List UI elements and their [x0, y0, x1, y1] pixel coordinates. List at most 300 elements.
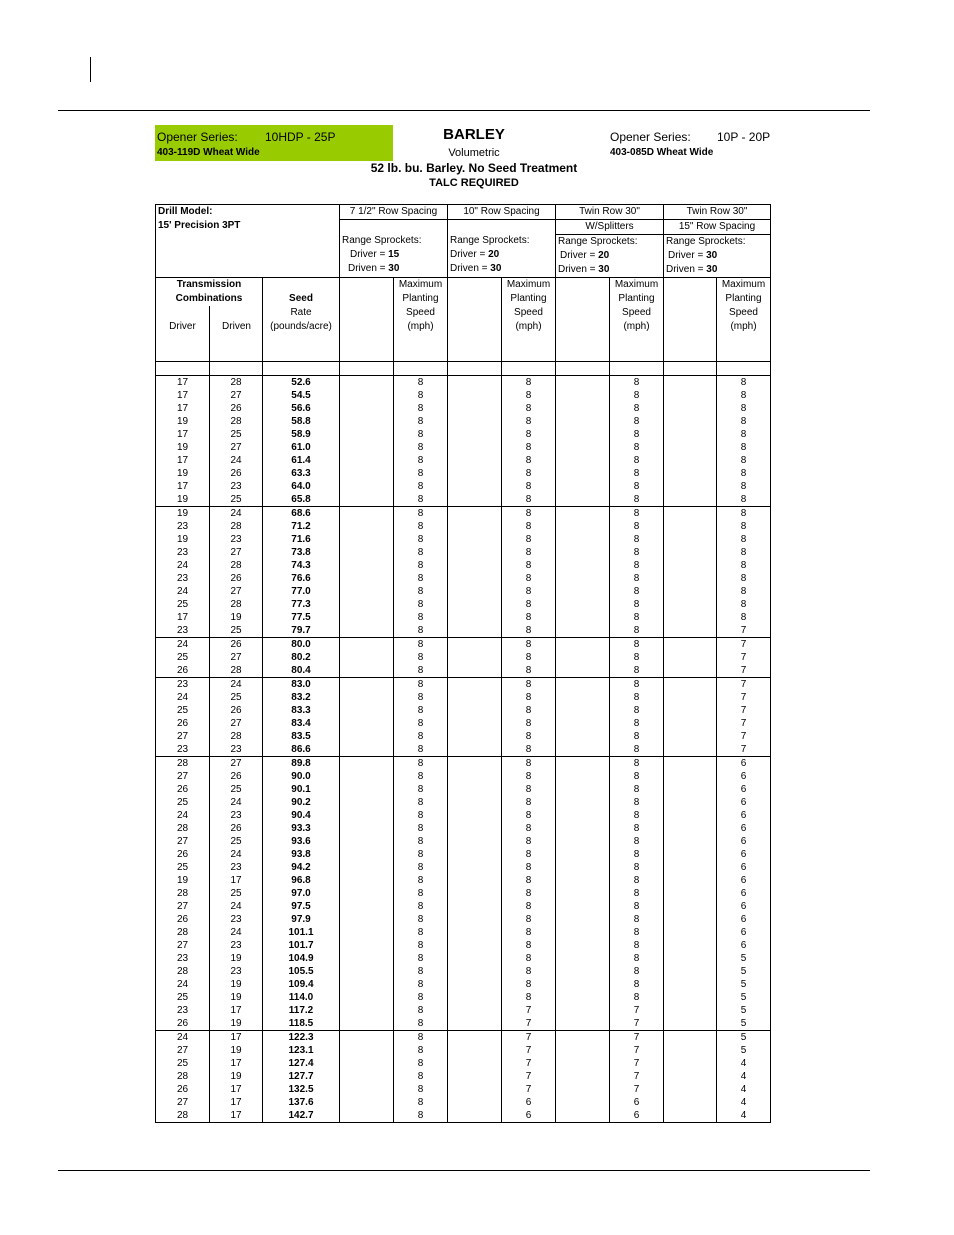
driven-cell: 26 — [210, 704, 263, 717]
blank-cell — [340, 743, 394, 757]
blank-cell — [340, 493, 394, 507]
blank-cell — [556, 965, 610, 978]
driver-cell: 26 — [156, 1017, 210, 1031]
speed-cell: 7 — [717, 624, 771, 638]
speed-cell: 4 — [717, 1070, 771, 1083]
speed-cell: 8 — [610, 389, 664, 402]
spacing-0-driver-val: 15 — [388, 249, 400, 260]
speed-cell: 8 — [610, 887, 664, 900]
blank-cell — [340, 887, 394, 900]
blank-cell — [664, 507, 717, 521]
blank-cell — [556, 913, 610, 926]
speed-cell: 7 — [502, 1044, 556, 1057]
speed-cell: 7 — [502, 1031, 556, 1045]
spacing-3-line2: 15" Row Spacing — [664, 219, 770, 234]
header-row-spacing — [156, 205, 771, 278]
speed-cell: 8 — [610, 704, 664, 717]
speed-cell: 8 — [394, 480, 448, 493]
blank-cell — [556, 978, 610, 991]
speed-cell: 8 — [717, 415, 771, 428]
speed-header-2 — [610, 278, 664, 362]
blank-cell — [448, 952, 502, 965]
table-row — [156, 1004, 771, 1017]
blank-cell — [556, 757, 610, 771]
blank-cell — [448, 678, 502, 692]
seed-rate-cell: 80.0 — [263, 638, 340, 652]
seed-rate-cell: 93.8 — [263, 848, 340, 861]
blank-cell — [556, 809, 610, 822]
table-row — [156, 585, 771, 598]
blank-cell — [664, 1031, 717, 1045]
table-row — [156, 598, 771, 611]
speed-cell: 8 — [610, 598, 664, 611]
blank-cell — [664, 1109, 717, 1123]
seed-rate-cell: 71.6 — [263, 533, 340, 546]
spacing-2-line2: W/Splitters — [556, 219, 663, 234]
blank-cell — [340, 678, 394, 692]
driven-cell: 27 — [210, 585, 263, 598]
speed-cell: 8 — [502, 651, 556, 664]
table-row — [156, 664, 771, 678]
speed-cell: 7 — [610, 1017, 664, 1031]
transmission-header — [156, 278, 263, 362]
seed-rate-cell: 97.5 — [263, 900, 340, 913]
speed-cell: 8 — [610, 952, 664, 965]
speed-cell: 8 — [502, 926, 556, 939]
blank-cell — [448, 743, 502, 757]
blank-cell — [664, 1096, 717, 1109]
driven-cell: 27 — [210, 651, 263, 664]
table-row — [156, 572, 771, 585]
speed-cell: 8 — [610, 743, 664, 757]
seed-rate-cell: 94.2 — [263, 861, 340, 874]
table-row — [156, 428, 771, 441]
driven-cell: 28 — [210, 664, 263, 678]
driven-cell: 24 — [210, 848, 263, 861]
blank-cell — [556, 926, 610, 939]
blank-cell — [340, 691, 394, 704]
speed-cell: 8 — [610, 546, 664, 559]
speed-cell: 8 — [394, 704, 448, 717]
speed-cell: 8 — [717, 533, 771, 546]
seed-rate-label-1: Seed — [289, 293, 313, 304]
blank-cell — [448, 835, 502, 848]
spacing-1-line2 — [448, 220, 555, 234]
table-row — [156, 520, 771, 533]
blank-cell — [340, 796, 394, 809]
speed-cell: 6 — [717, 757, 771, 771]
driven-cell: 23 — [210, 913, 263, 926]
blank-cell — [340, 717, 394, 730]
speed-cell: 6 — [502, 1096, 556, 1109]
blank-cell — [448, 467, 502, 480]
blank-cell — [556, 1109, 610, 1123]
speed-cell: 8 — [610, 624, 664, 638]
driver-cell: 23 — [156, 572, 210, 585]
table-row — [156, 1083, 771, 1096]
speed-cell: 7 — [502, 1004, 556, 1017]
blank-cell — [340, 848, 394, 861]
seed-rate-cell: 52.6 — [263, 376, 340, 390]
speed-cell: 7 — [717, 743, 771, 757]
table-row — [156, 835, 771, 848]
table-row — [156, 1070, 771, 1083]
blank-cell — [556, 730, 610, 743]
speed-cell: 8 — [717, 572, 771, 585]
speed-cell: 7 — [610, 1031, 664, 1045]
blank-cell — [556, 1031, 610, 1045]
seed-rate-cell: 83.2 — [263, 691, 340, 704]
speed-cell: 8 — [394, 1057, 448, 1070]
blank-cell — [664, 796, 717, 809]
blank-cell — [448, 480, 502, 493]
blank-cell — [556, 783, 610, 796]
spacing-3-range: Range Sprockets: — [664, 234, 770, 249]
seed-rate-cell: 142.7 — [263, 1109, 340, 1123]
blank-cell — [664, 770, 717, 783]
blank-cell — [448, 991, 502, 1004]
speed-cell: 8 — [502, 874, 556, 887]
blank-cell — [664, 952, 717, 965]
seed-rate-cell: 90.4 — [263, 809, 340, 822]
speed-cell: 5 — [717, 1004, 771, 1017]
speed-cell: 8 — [610, 376, 664, 390]
speed-cell: 8 — [394, 770, 448, 783]
blank-cell — [448, 730, 502, 743]
blank-header-0 — [340, 278, 394, 362]
speed-cell: 8 — [717, 441, 771, 454]
speed-3-l2: Planting — [725, 293, 762, 304]
blank-cell — [448, 965, 502, 978]
speed-cell: 8 — [394, 1096, 448, 1109]
speed-cell: 6 — [717, 900, 771, 913]
blank-cell — [556, 874, 610, 887]
table-row — [156, 376, 771, 390]
speed-cell: 6 — [717, 913, 771, 926]
driven-cell: 19 — [210, 1044, 263, 1057]
speed-cell: 8 — [717, 546, 771, 559]
speed-cell: 8 — [502, 887, 556, 900]
speed-1-l3: Speed — [514, 307, 543, 318]
blank-cell — [664, 717, 717, 730]
blank-cell — [448, 546, 502, 559]
speed-cell: 8 — [394, 454, 448, 467]
seed-rate-cell: 101.7 — [263, 939, 340, 952]
seed-rate-cell: 83.3 — [263, 704, 340, 717]
blank-cell — [448, 978, 502, 991]
speed-cell: 8 — [502, 861, 556, 874]
speed-cell: 8 — [717, 389, 771, 402]
driven-cell: 28 — [210, 598, 263, 611]
speed-cell: 8 — [610, 611, 664, 624]
driven-cell: 26 — [210, 638, 263, 652]
table-row — [156, 415, 771, 428]
seed-rate-cell: 56.6 — [263, 402, 340, 415]
driver-cell: 23 — [156, 743, 210, 757]
blank-cell — [556, 1017, 610, 1031]
speed-cell: 8 — [717, 454, 771, 467]
blank-cell — [664, 848, 717, 861]
table-body — [156, 376, 771, 1123]
speed-cell: 8 — [394, 664, 448, 678]
speed-cell: 8 — [610, 651, 664, 664]
speed-cell: 8 — [502, 664, 556, 678]
driven-cell: 19 — [210, 1070, 263, 1083]
speed-cell: 8 — [610, 559, 664, 572]
blank-cell — [448, 572, 502, 585]
speed-cell: 8 — [394, 624, 448, 638]
blank-header-3 — [664, 278, 717, 362]
driver-cell: 19 — [156, 533, 210, 546]
driver-cell: 17 — [156, 428, 210, 441]
speed-cell: 8 — [394, 389, 448, 402]
table-row — [156, 1096, 771, 1109]
spacing-1-driver-val: 20 — [488, 249, 500, 260]
speed-cell: 8 — [502, 546, 556, 559]
blank-cell — [556, 480, 610, 493]
driven-cell: 24 — [210, 900, 263, 913]
table-row — [156, 991, 771, 1004]
seed-rate-cell: 122.3 — [263, 1031, 340, 1045]
speed-cell: 8 — [610, 939, 664, 952]
spacing-2-driver: Driver = 20 — [560, 250, 610, 261]
driver-cell: 28 — [156, 822, 210, 835]
driven-cell: 19 — [210, 952, 263, 965]
speed-2-l3: Speed — [622, 307, 651, 318]
speed-cell: 5 — [717, 1031, 771, 1045]
blank-cell — [664, 991, 717, 1004]
speed-cell: 8 — [394, 533, 448, 546]
driver-cell: 28 — [156, 965, 210, 978]
driver-cell: 25 — [156, 704, 210, 717]
speed-cell: 8 — [610, 585, 664, 598]
blank-cell — [340, 1017, 394, 1031]
speed-cell: 8 — [502, 441, 556, 454]
driven-cell: 28 — [210, 415, 263, 428]
speed-cell: 6 — [717, 835, 771, 848]
blank-cell — [556, 900, 610, 913]
blank-header-1 — [448, 278, 502, 362]
blank-cell — [556, 848, 610, 861]
blank-cell — [664, 913, 717, 926]
speed-cell: 8 — [394, 848, 448, 861]
blank-cell — [340, 939, 394, 952]
speed-cell: 6 — [717, 874, 771, 887]
driven-cell: 25 — [210, 783, 263, 796]
blank-cell — [340, 1096, 394, 1109]
speed-cell: 8 — [502, 770, 556, 783]
blank-cell — [340, 1044, 394, 1057]
blank-cell — [556, 624, 610, 638]
speed-cell: 8 — [502, 638, 556, 652]
speed-cell: 8 — [502, 467, 556, 480]
speed-2-l2: Planting — [618, 293, 655, 304]
driver-cell: 25 — [156, 796, 210, 809]
seed-rate-cell: 101.1 — [263, 926, 340, 939]
speed-cell: 8 — [610, 507, 664, 521]
speed-cell: 8 — [502, 520, 556, 533]
speed-cell: 8 — [394, 991, 448, 1004]
speed-cell: 8 — [610, 978, 664, 991]
blank-cell — [448, 598, 502, 611]
speed-cell: 8 — [610, 454, 664, 467]
speed-cell: 8 — [394, 913, 448, 926]
driver-cell: 23 — [156, 624, 210, 638]
driven-cell: 24 — [210, 454, 263, 467]
speed-cell: 8 — [610, 638, 664, 652]
driver-cell: 25 — [156, 991, 210, 1004]
talc-required: TALC REQUIRED — [429, 177, 519, 189]
blank-cell — [448, 809, 502, 822]
speed-cell: 5 — [717, 991, 771, 1004]
seed-rate-label-2: Rate — [290, 307, 312, 318]
spacing-0-line2 — [340, 220, 447, 234]
top-rule — [58, 110, 870, 111]
blank-cell — [556, 835, 610, 848]
driver-cell: 27 — [156, 900, 210, 913]
seed-rate-cell: 90.0 — [263, 770, 340, 783]
seed-rate-cell: 83.4 — [263, 717, 340, 730]
speed-cell: 8 — [610, 467, 664, 480]
driver-cell: 23 — [156, 1004, 210, 1017]
speed-cell: 8 — [394, 1044, 448, 1057]
spacing-3-driven-val: 30 — [706, 264, 718, 275]
blank-cell — [556, 585, 610, 598]
speed-cell: 8 — [394, 835, 448, 848]
speed-cell: 8 — [394, 743, 448, 757]
blank-cell — [664, 861, 717, 874]
blank-cell — [664, 611, 717, 624]
speed-cell: 8 — [394, 730, 448, 743]
blank-cell — [556, 520, 610, 533]
blank-cell — [556, 441, 610, 454]
spacing-0-driven-val: 30 — [388, 263, 400, 274]
blank-cell — [340, 507, 394, 521]
seed-line: 52 lb. bu. Barley. No Seed Treatment — [370, 161, 578, 175]
driven-cell: 23 — [210, 939, 263, 952]
table-row — [156, 770, 771, 783]
speed-cell: 8 — [502, 978, 556, 991]
table-row — [156, 874, 771, 887]
blank-cell — [340, 624, 394, 638]
blank-cell — [664, 965, 717, 978]
blank-cell — [340, 559, 394, 572]
driven-cell: 26 — [210, 402, 263, 415]
blank-cell — [556, 717, 610, 730]
blank-cell — [556, 454, 610, 467]
spacing-col-3 — [664, 205, 771, 278]
blank-cell — [448, 1031, 502, 1045]
driver-cell: 27 — [156, 730, 210, 743]
driver-cell: 19 — [156, 415, 210, 428]
driven-cell: 25 — [210, 835, 263, 848]
blank-cell — [340, 664, 394, 678]
blank-cell — [448, 822, 502, 835]
speed-cell: 8 — [502, 598, 556, 611]
blank-cell — [664, 546, 717, 559]
speed-cell: 8 — [394, 939, 448, 952]
driven-cell: 24 — [210, 678, 263, 692]
driver-cell: 25 — [156, 651, 210, 664]
blank-cell — [340, 913, 394, 926]
blank-cell — [556, 389, 610, 402]
seed-rate-header — [263, 278, 340, 362]
speed-cell: 8 — [610, 678, 664, 692]
spacing-3-line1: Twin Row 30" — [686, 206, 748, 217]
blank-cell — [664, 978, 717, 991]
speed-cell: 8 — [502, 402, 556, 415]
speed-cell: 8 — [394, 1109, 448, 1123]
speed-cell: 8 — [610, 717, 664, 730]
blank-cell — [664, 900, 717, 913]
blank-cell — [340, 730, 394, 743]
driven-cell: 28 — [210, 730, 263, 743]
driven-cell: 27 — [210, 389, 263, 402]
blank-cell — [664, 926, 717, 939]
speed-cell: 8 — [502, 913, 556, 926]
speed-cell: 8 — [717, 402, 771, 415]
speed-cell: 8 — [502, 952, 556, 965]
table-row — [156, 1057, 771, 1070]
blank-cell — [664, 638, 717, 652]
blank-cell — [448, 559, 502, 572]
blank-cell — [556, 376, 610, 390]
blank-cell — [556, 770, 610, 783]
speed-cell: 8 — [394, 638, 448, 652]
blank-cell — [448, 402, 502, 415]
speed-cell: 8 — [394, 952, 448, 965]
blank-cell — [664, 1083, 717, 1096]
speed-cell: 8 — [717, 493, 771, 507]
speed-cell: 8 — [502, 796, 556, 809]
speed-cell: 7 — [717, 730, 771, 743]
speed-cell: 8 — [394, 520, 448, 533]
speed-cell: 6 — [717, 887, 771, 900]
speed-cell: 6 — [610, 1109, 664, 1123]
blank-cell — [340, 809, 394, 822]
seed-rate-cell: 77.5 — [263, 611, 340, 624]
blank-cell — [448, 900, 502, 913]
table-row — [156, 900, 771, 913]
spacing-2-driven-val: 30 — [598, 264, 610, 275]
speed-cell: 8 — [610, 991, 664, 1004]
driver-cell: 27 — [156, 770, 210, 783]
blank-cell — [664, 572, 717, 585]
blank-cell — [664, 1004, 717, 1017]
blank-cell — [340, 1070, 394, 1083]
blank-cell — [664, 376, 717, 390]
driver-cell: 24 — [156, 691, 210, 704]
speed-cell: 7 — [717, 717, 771, 730]
blank-cell — [448, 664, 502, 678]
speed-cell: 8 — [610, 874, 664, 887]
blank-cell — [340, 454, 394, 467]
subtitle-volumetric: Volumetric — [448, 147, 500, 159]
speed-cell: 8 — [502, 376, 556, 390]
seed-rate-cell: 89.8 — [263, 757, 340, 771]
spacing-col-0 — [340, 205, 448, 278]
driver-cell: 23 — [156, 546, 210, 559]
driver-cell: 28 — [156, 887, 210, 900]
blank-cell — [340, 1057, 394, 1070]
speed-cell: 7 — [717, 704, 771, 717]
speed-3-l1: Maximum — [721, 279, 766, 290]
speed-cell: 8 — [610, 926, 664, 939]
spacer-row — [156, 362, 771, 376]
table-row — [156, 402, 771, 415]
seed-rate-cell: 63.3 — [263, 467, 340, 480]
blank-cell — [448, 1109, 502, 1123]
